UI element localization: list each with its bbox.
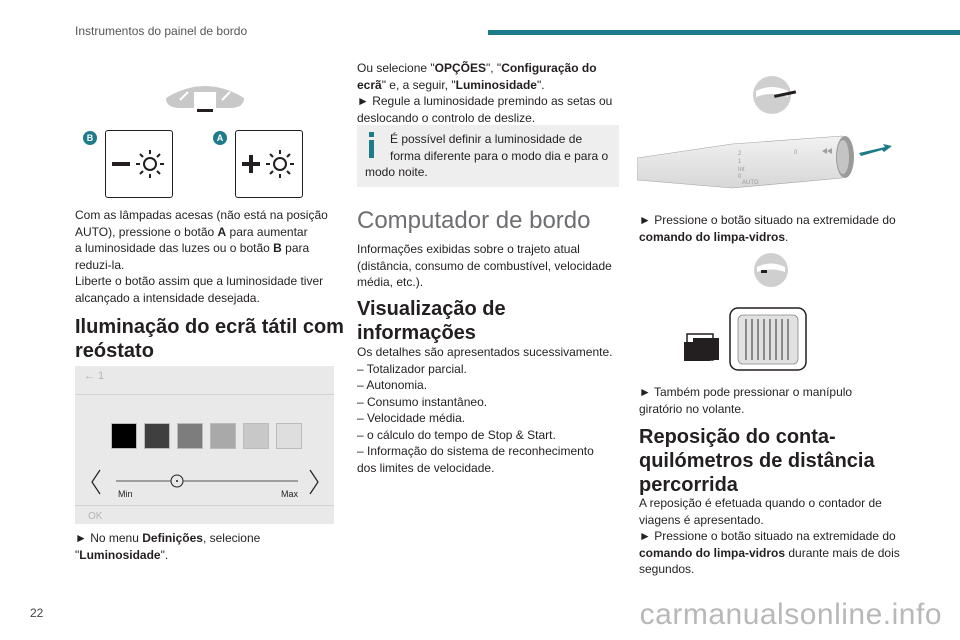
page-number: 22	[30, 606, 44, 620]
watermark: carmanualsonline.info	[639, 598, 942, 631]
brightness-swatch[interactable]	[210, 423, 236, 449]
header-accent-bar	[488, 30, 960, 35]
list-item: dos limites de velocidade.	[357, 460, 495, 475]
slider-right-arrow-icon	[310, 470, 318, 494]
brightness-swatch[interactable]	[243, 423, 269, 449]
reset-instruction: A reposição é efetuada quando o contador de viagens é apresentado. ► Pressione o botão situado na extremidade do comando do limpa-vidros durante mais de dois segundos.	[639, 496, 900, 576]
screen-divider	[75, 394, 334, 395]
thumbwheel-instruction: ► Também pode pressionar o manípulo giratório no volante.	[639, 385, 853, 416]
screen-ok-button[interactable]: OK	[88, 511, 103, 522]
section-heading-touchscreen: Iluminação do ecrã tátil com reóstato	[75, 316, 344, 362]
stalk-label: 2	[738, 151, 742, 157]
running-header: Instrumentos do painel de bordo	[75, 24, 248, 38]
brightness-minus-icon	[106, 131, 172, 197]
press-arrow-icon	[859, 144, 892, 156]
thumbwheel-illustration	[684, 306, 810, 374]
brightness-swatch[interactable]	[111, 423, 137, 449]
key-label-b: B	[83, 131, 97, 145]
brightness-plus-icon	[236, 131, 302, 197]
slider-max-label: Max	[281, 489, 299, 499]
steering-wheel-icon	[752, 73, 800, 117]
list-item: – Autonomia.	[357, 378, 428, 392]
wiper-press-instruction: ► Pressione o botão situado na extremidade do comando do limpa-vidros.	[639, 213, 896, 244]
wiper-stalk-illustration	[637, 130, 892, 196]
display-list: Os detalhes são apresentados sucessivamente. – Totalizador parcial. – Autonomia. – Consumo instantâneo. – Velocidade média. – o cálculo do tempo de Stop & Start. – Informação do sistema de reconhecimento dos limites de velocidade.	[357, 344, 625, 476]
brightness-swatch[interactable]	[276, 423, 302, 449]
brightness-swatch[interactable]	[177, 423, 203, 449]
stalk-label: 0	[738, 174, 742, 180]
section-heading-reset: Reposição do conta- quilómetros de distância percorrida	[639, 426, 875, 496]
steering-wheel-small-icon	[753, 252, 789, 288]
key-label-a: A	[213, 131, 227, 145]
list-item: – Consumo instantâneo.	[357, 394, 488, 409]
stalk-label: 0	[794, 150, 798, 156]
info-note-text: É possível definir a luminosidade de forma diferente para o modo dia e para o modo noite.	[365, 132, 609, 179]
stalk-label: AUTO	[742, 180, 759, 186]
brightness-decrease-button[interactable]	[105, 130, 173, 198]
slider-min-label: Min	[118, 489, 133, 499]
stalk-label: Int	[738, 167, 745, 173]
list-item: – Velocidade média.	[357, 411, 466, 425]
brightness-instructions: Com as lâmpadas acesas (não está na posição AUTO), pressione o botão A para aumentar a luminosidade das luzes ou o botão B para reduzi-la. Liberte o botão assim que a luminosidade tiver alcançado a intensidade desejada.	[75, 208, 328, 305]
brightness-increase-button[interactable]	[235, 130, 303, 198]
stalk-label: 1	[738, 159, 742, 165]
menu-instruction: ► No menu Definições, selecione "Luminosidade".	[75, 531, 261, 562]
list-item: – o cálculo do tempo de Stop & Start.	[357, 427, 556, 442]
computer-intro: Informações exibidas sobre o trajeto atual (distância, consumo de combustível, velocidade média, etc.).	[357, 242, 612, 289]
slider-left-arrow-icon	[92, 470, 100, 494]
instrument-panel-icon	[160, 78, 250, 122]
screen-back-button[interactable]: ← 1	[84, 370, 105, 382]
page-title: Computador de bordo	[357, 207, 591, 234]
list-item: – Informação do sistema de reconhecimento	[357, 444, 594, 458]
brightness-swatch[interactable]	[144, 423, 170, 449]
section-heading-display: Visualização de informações	[357, 298, 506, 344]
options-instruction: Ou selecione "OPÇÕES", "Configuração do ecrã" e, a seguir, "Luminosidade". ► Regule a luminosidade premindo as setas ou deslocando o controlo de deslize.	[357, 61, 613, 125]
screen-divider-bottom	[75, 505, 334, 506]
list-item: – Totalizador parcial.	[357, 361, 467, 376]
